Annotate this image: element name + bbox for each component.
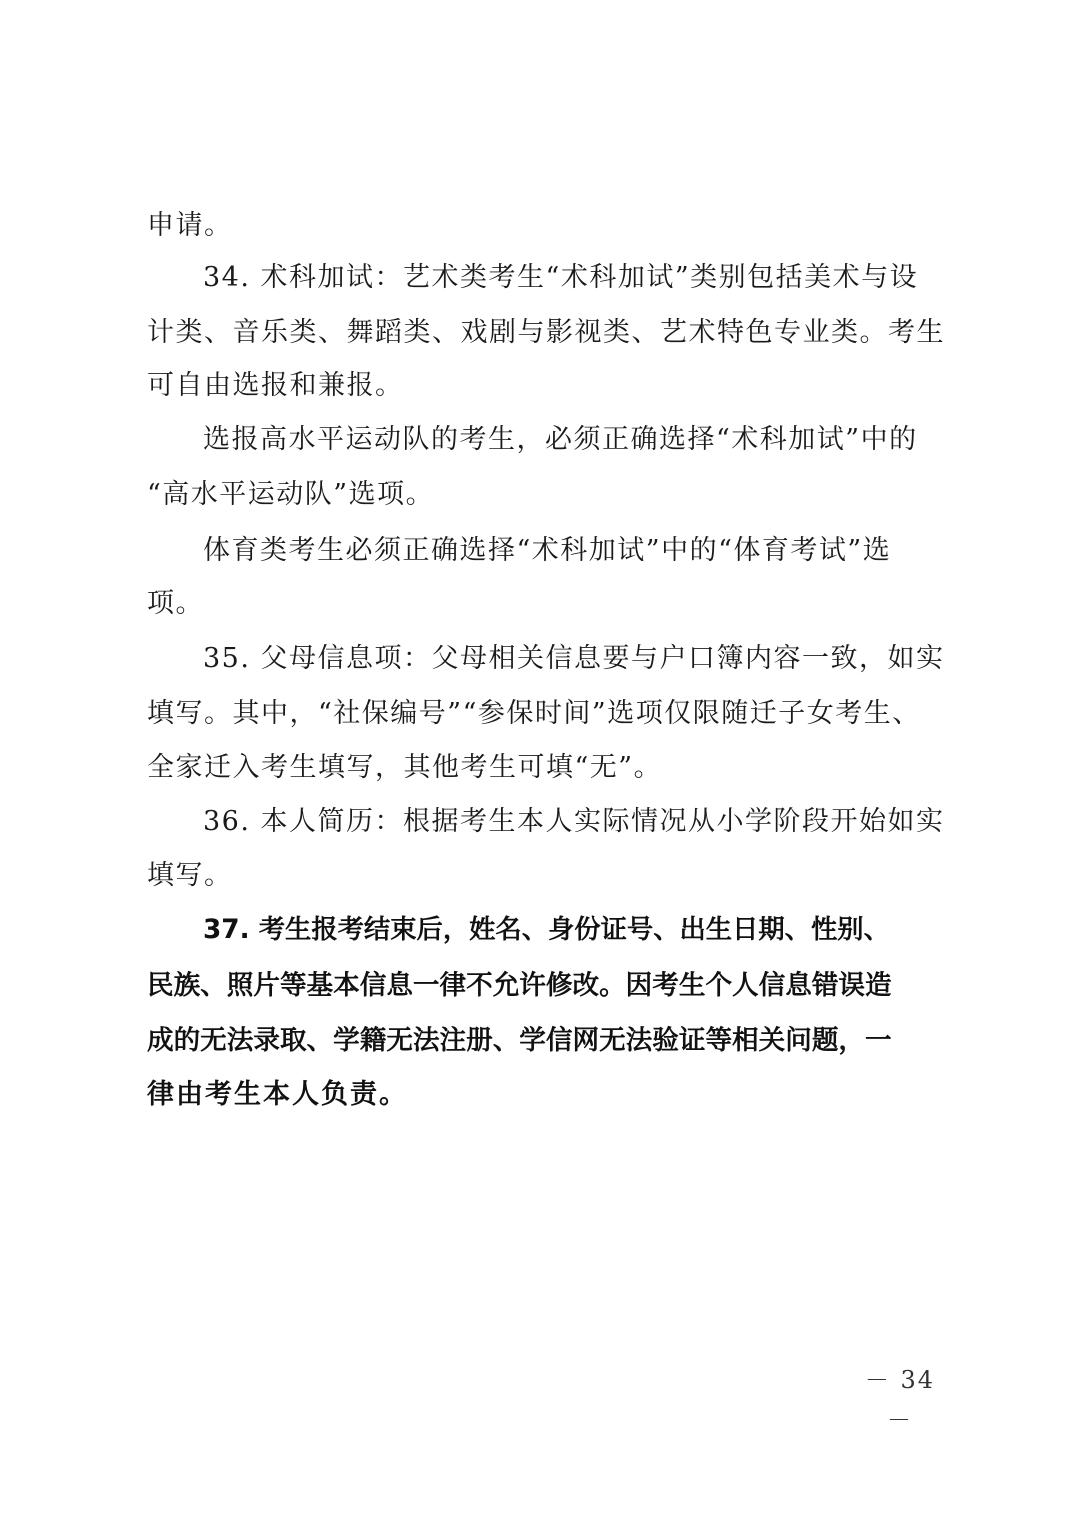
paragraph-line: 填写。其中，“社保编号”“参保时间”选项仅限随迁子女考生、 bbox=[147, 698, 921, 729]
bold-paragraph-line: 成的无法录取、学籍无法注册、学信网无法验证等相关问题，一 bbox=[147, 1025, 892, 1056]
paragraph-line: 体育类考生必须正确选择“术科加试”中的“体育考试”选 bbox=[203, 535, 892, 566]
paragraph-line: 可自由选报和兼报。 bbox=[147, 370, 404, 401]
paragraph-line: 35. 父母信息项：父母相关信息要与户口簿内容一致，如实 bbox=[203, 643, 945, 674]
paragraph-line: 申请。 bbox=[147, 210, 233, 241]
paragraph-line: 计类、音乐类、舞蹈类、戏剧与影视类、艺术特色专业类。考生 bbox=[147, 317, 945, 348]
bold-paragraph-line: 民族、照片等基本信息一律不允许修改。因考生个人信息错误造 bbox=[147, 970, 892, 1001]
paragraph-line: 36. 本人简历：根据考生本人实际情况从小学阶段开始如实 bbox=[203, 806, 945, 837]
paragraph-line: 34. 术科加试：艺术类考生“术科加试”类别包括美术与设 bbox=[203, 262, 919, 293]
bold-paragraph-line: 37. 考生报考结束后，姓名、身份证号、出生日期、性别、 bbox=[203, 915, 890, 945]
page-number: － 34 － bbox=[864, 1366, 936, 1434]
paragraph-line: 选报高水平运动队的考生，必须正确选择“术科加试”中的 bbox=[203, 424, 918, 455]
bold-paragraph-line: 律由考生本人负责。 bbox=[147, 1079, 408, 1110]
paragraph-line: 填写。 bbox=[147, 860, 233, 891]
paragraph-line: 全家迁入考生填写，其他考生可填“无”。 bbox=[147, 752, 663, 783]
paragraph-line: 项。 bbox=[147, 588, 204, 619]
paragraph-line: “高水平运动队”选项。 bbox=[147, 479, 435, 510]
